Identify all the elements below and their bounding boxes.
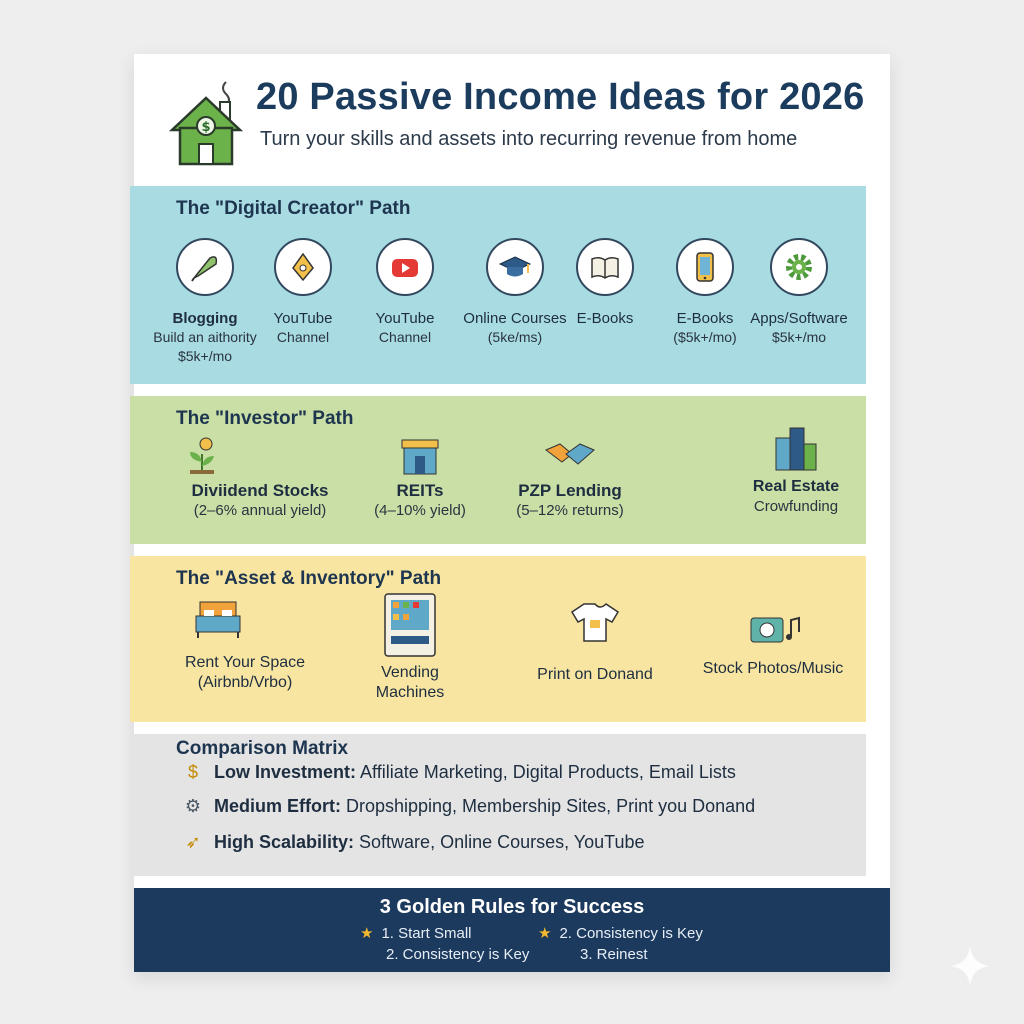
matrix-row-text: Dropshipping, Membership Sites, Print you Donand: [340, 796, 756, 816]
quill-icon: [176, 238, 234, 296]
youtube-icon: [376, 238, 434, 296]
investor-item-name: PZP Lending: [518, 481, 622, 500]
graduation-cap-icon: [486, 238, 544, 296]
creator-item-apps: [734, 238, 864, 347]
investor-item-sub: (5–12% returns): [516, 502, 624, 519]
creator-item-name: Blogging: [172, 310, 238, 327]
creator-item-name: Apps/Software: [750, 310, 848, 327]
asset-title: The "Asset & Inventory" Path: [176, 568, 442, 589]
rule-text: 3. Reinest: [580, 946, 648, 963]
money-plant-icon: [182, 436, 222, 476]
investor-item-sub: Crowfunding: [753, 498, 839, 515]
golden-rules-footer: [134, 888, 890, 972]
star-icon: ★: [360, 925, 374, 942]
infographic-page: [134, 54, 890, 972]
investor-item-name: Diviidend Stocks: [191, 481, 329, 500]
creator-item-sub: ($5k+/mo): [673, 329, 737, 345]
golden-rules-title: 3 Golden Rules for Success: [379, 896, 645, 918]
pen-nib-icon: [274, 238, 332, 296]
asset-item-name: Print on Donand: [537, 666, 653, 683]
storefront-icon: [398, 436, 442, 476]
creator-item-name2: Channel: [378, 329, 432, 345]
house-dollar-icon: [168, 72, 244, 168]
asset-item-stock: [698, 612, 848, 679]
star-icon: ★: [538, 925, 552, 942]
creator-item-name: YouTube: [273, 310, 333, 327]
creator-item-name: YouTube: [375, 310, 435, 327]
vending-machine-icon: [383, 592, 437, 658]
matrix-row-text: Software, Online Courses, YouTube: [354, 832, 645, 852]
dollar-icon: $: [187, 762, 198, 782]
matrix-row-label: Low Investment:: [214, 762, 357, 782]
asset-item-sub: (Airbnb/Vrbo): [197, 674, 293, 691]
rule-4: [580, 946, 648, 963]
creator-item-price: $5k+/mo: [177, 348, 233, 364]
matrix-row-label: Medium Effort:: [214, 796, 341, 816]
asset-item-vending: [350, 592, 470, 703]
creator-item-name: E-Books: [676, 310, 734, 327]
investor-panel: [130, 396, 866, 544]
investor-item-real-estate: [726, 424, 866, 517]
matrix-row-text: Affiliate Marketing, Digital Products, Email Lists: [356, 762, 736, 782]
asset-item-name: Rent Your Space: [184, 654, 306, 671]
rule-text: 2. Consistency is Key: [559, 925, 703, 942]
matrix-row-low-investment: [180, 762, 736, 783]
rule-text: 2. Consistency is Key: [386, 946, 530, 963]
digital-creator-title: The "Digital Creator" Path: [176, 198, 411, 219]
svg-text:$: $: [201, 120, 211, 135]
investor-item-p2p: [490, 436, 650, 521]
page-title: 20 Passive Income Ideas for 2026: [256, 76, 865, 118]
camera-music-icon: [737, 612, 809, 648]
creator-item-sub: (5ke/ms): [487, 329, 543, 345]
asset-item-sub: Machines: [375, 684, 445, 701]
gear-icon: ⚙: [184, 796, 202, 816]
rule-2: [538, 924, 703, 942]
investor-item-name: Real Estate: [752, 478, 840, 495]
bed-icon: [192, 598, 244, 642]
rocket-icon: ➶: [185, 832, 201, 852]
digital-creator-panel: [130, 186, 866, 384]
creator-item-sub: Build an aithority: [153, 329, 257, 345]
buildings-icon: [772, 424, 820, 472]
creator-item-name: E-Books: [576, 310, 634, 327]
investor-item-sub: (2–6% annual yield): [193, 502, 327, 519]
investor-title: The "Investor" Path: [176, 408, 354, 429]
rule-3: [386, 946, 529, 963]
asset-panel: [130, 556, 866, 722]
creator-item-name2: Channel: [276, 329, 330, 345]
book-icon: [576, 238, 634, 296]
investor-item-reits: [360, 436, 480, 521]
handshake-icon: [542, 436, 598, 476]
investor-item-name: REITs: [396, 481, 444, 500]
tshirt-icon: [570, 600, 620, 644]
investor-item-dividend: [180, 436, 340, 521]
matrix-row-high-scalability: [180, 832, 645, 853]
matrix-row-medium-effort: [180, 796, 755, 817]
sparkle-icon: [948, 944, 992, 988]
matrix-row-label: High Scalability:: [214, 832, 355, 852]
rule-1: [360, 924, 471, 942]
page-subtitle: Turn your skills and assets into recurring revenue from home: [260, 128, 798, 150]
asset-item-name: Stock Photos/Music: [702, 660, 844, 677]
tablet-icon: [676, 238, 734, 296]
matrix-title: Comparison Matrix: [176, 738, 349, 759]
header: [134, 54, 890, 184]
asset-item-name: Vending: [381, 664, 439, 681]
asset-item-rent: [170, 598, 320, 693]
creator-item-name: Online Courses: [463, 310, 567, 327]
gear-icon: [770, 238, 828, 296]
creator-item-sub: $5k+/mo: [771, 329, 827, 345]
comparison-matrix-panel: [130, 734, 866, 876]
investor-item-sub: (4–10% yield): [374, 502, 466, 519]
asset-item-print: [520, 600, 670, 685]
rule-text: 1. Start Small: [381, 925, 472, 942]
